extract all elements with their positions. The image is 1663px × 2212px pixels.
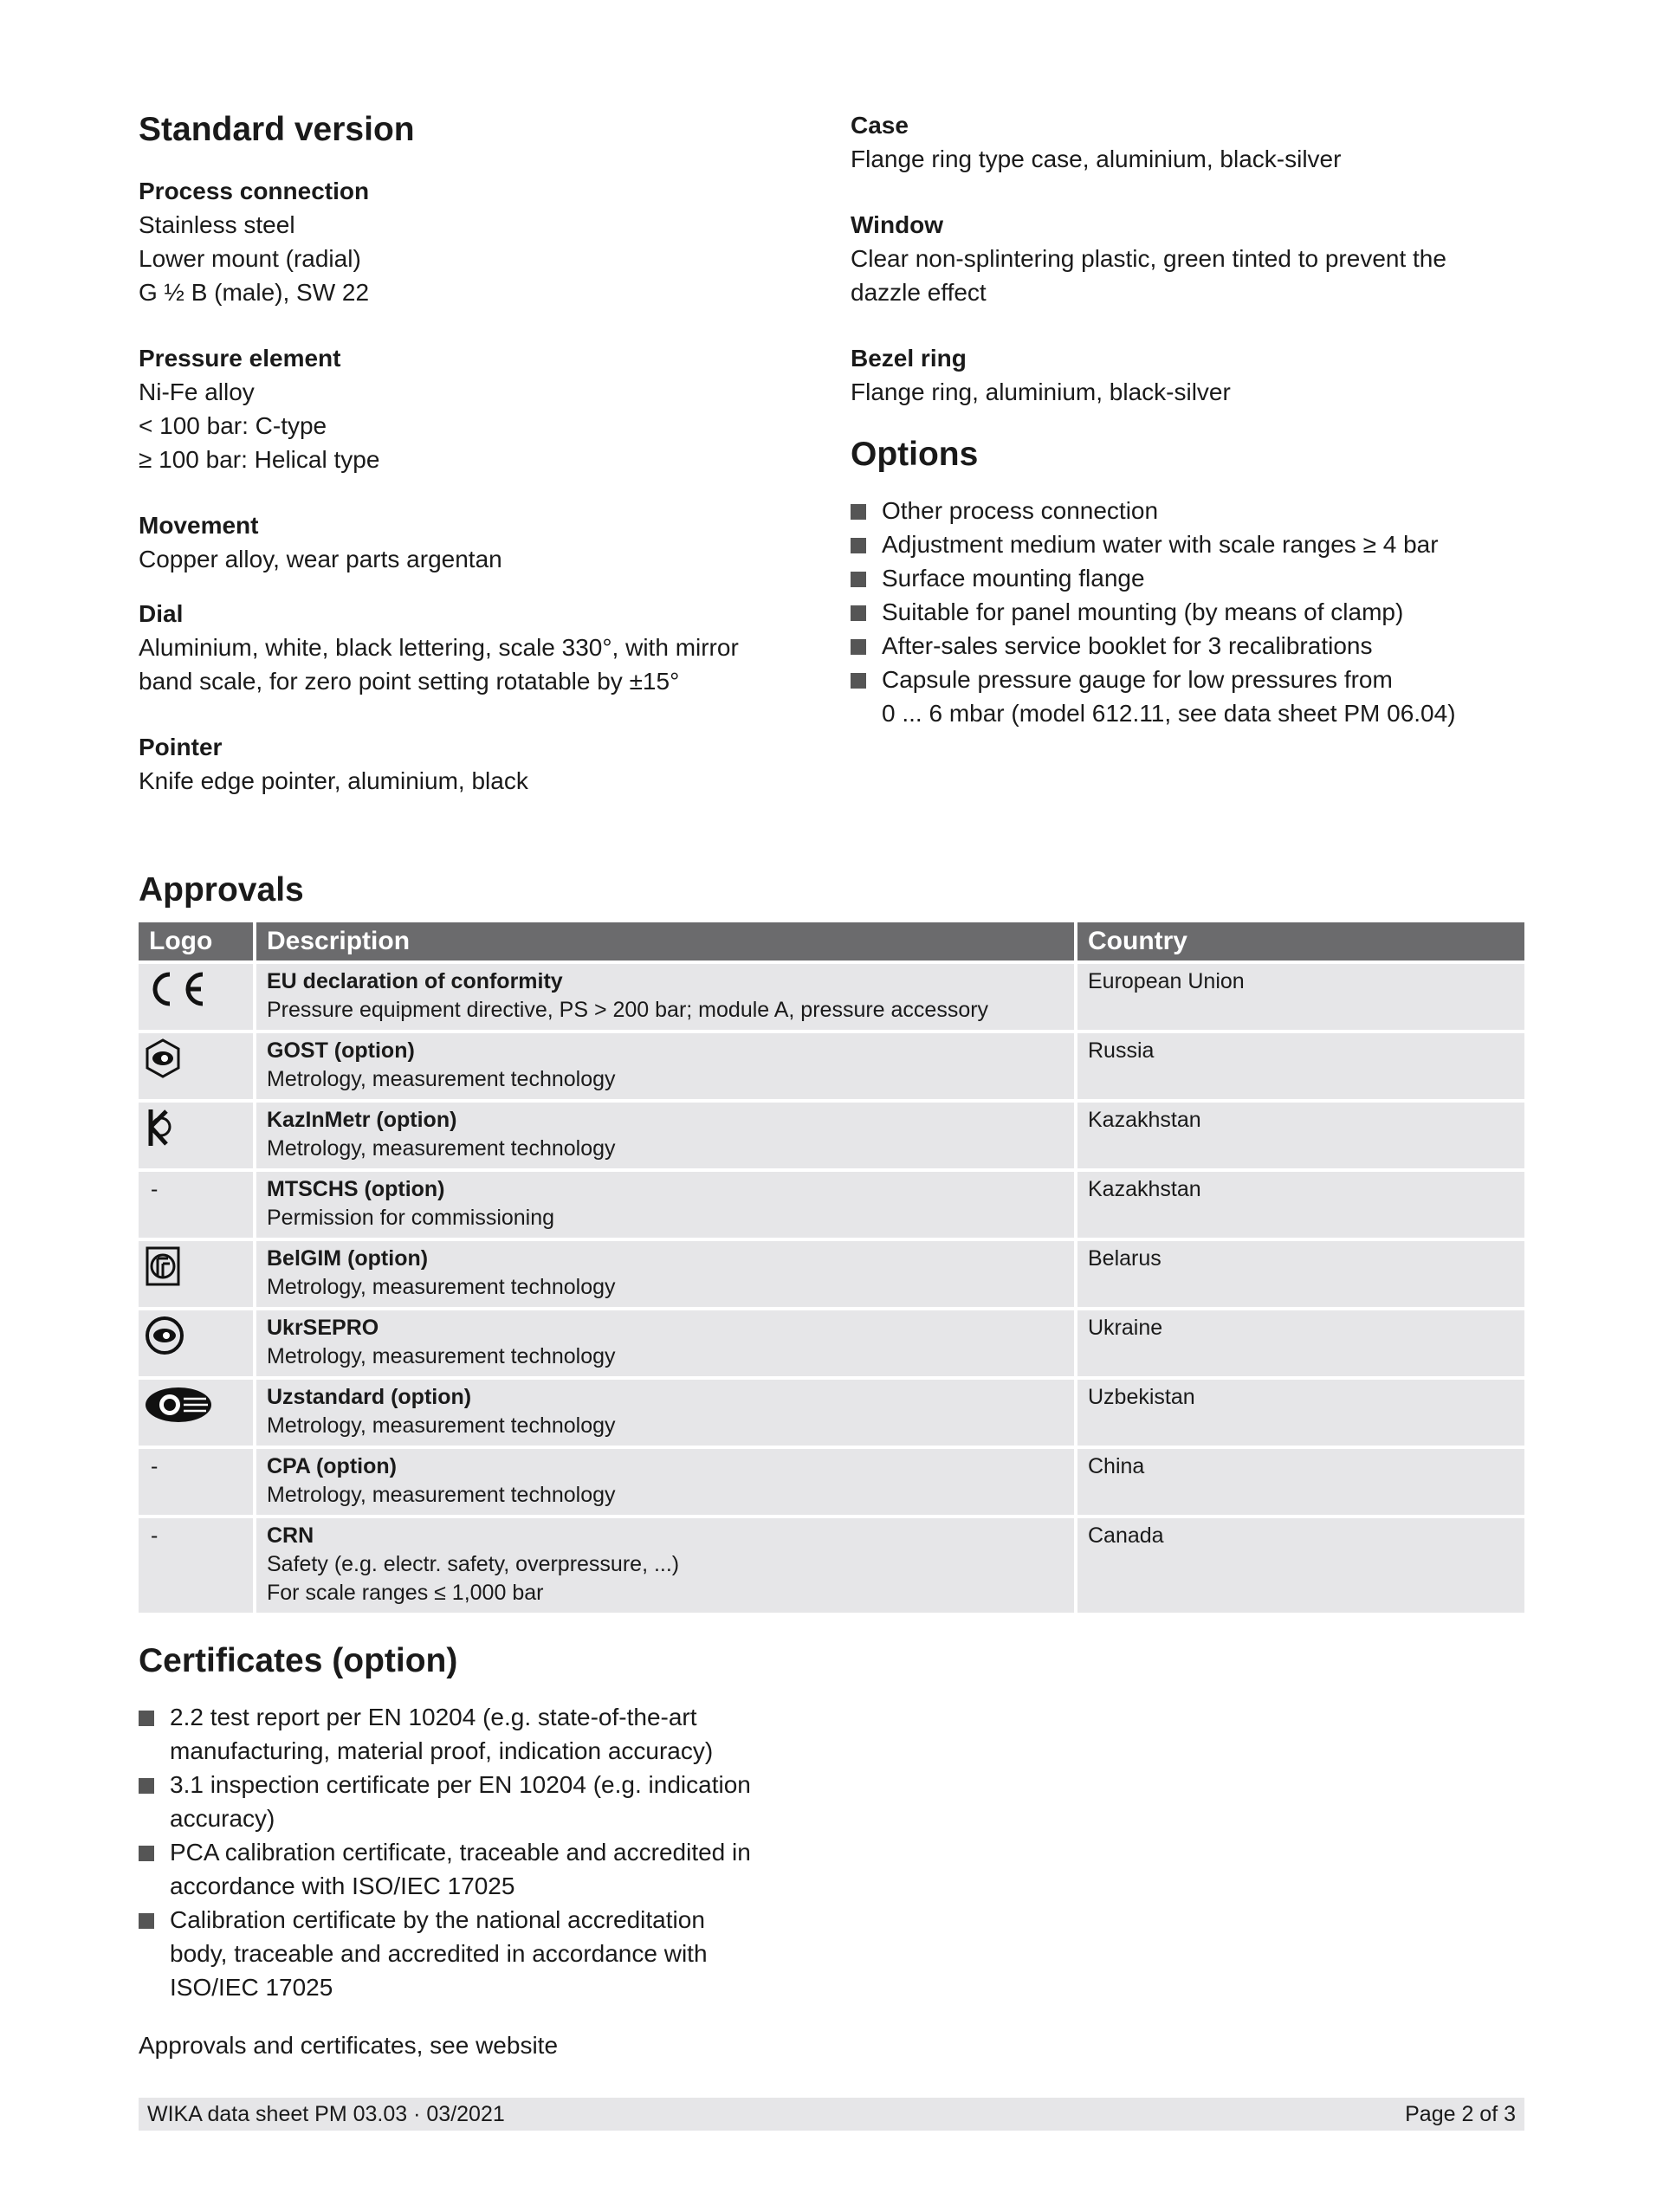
certificate-text: body, traceable and accredited in accordance with bbox=[170, 1940, 708, 1967]
approval-country-cell bbox=[1077, 1103, 1524, 1168]
approval-logo-cell bbox=[139, 1380, 253, 1446]
approval-description-cell bbox=[256, 1310, 1074, 1376]
option-text: Suitable for panel mounting (by means of clamp) bbox=[882, 598, 1404, 625]
spec-line: Flange ring, aluminium, black-silver bbox=[851, 378, 1231, 405]
approval-country: Russia bbox=[1088, 1038, 1155, 1063]
certificate-item bbox=[139, 1700, 797, 1768]
approval-row bbox=[139, 1449, 1524, 1515]
options-heading: Options bbox=[851, 436, 979, 473]
approval-country-cell bbox=[1077, 1380, 1524, 1446]
option-item bbox=[851, 494, 1543, 527]
approval-row bbox=[139, 964, 1524, 1030]
spec-title: Process connection bbox=[139, 178, 370, 204]
option-text: Surface mounting flange bbox=[882, 565, 1145, 592]
page-footer bbox=[139, 2098, 1524, 2131]
option-item bbox=[851, 663, 1543, 730]
footer-doc-reference: WIKA data sheet PM 03.03 · 03/2021 bbox=[147, 2102, 505, 2126]
approval-detail: Metrology, measurement technology bbox=[267, 1413, 616, 1438]
column-header-logo: Logo bbox=[139, 922, 253, 960]
spec-title: Case bbox=[851, 112, 909, 139]
certificate-text: PCA calibration certificate, traceable and accredited in bbox=[170, 1839, 751, 1866]
gost-mark bbox=[144, 1037, 213, 1080]
approval-title: MTSCHS (option) bbox=[267, 1177, 445, 1201]
option-text: Other process connection bbox=[882, 497, 1159, 524]
approval-country: China bbox=[1088, 1454, 1145, 1478]
approval-detail: Safety (e.g. electr. safety, overpressure, ...) bbox=[267, 1552, 680, 1576]
approval-country: European Union bbox=[1088, 969, 1245, 993]
spec-title: Pointer bbox=[139, 734, 223, 760]
approval-logo-cell bbox=[139, 1310, 253, 1376]
approval-country: Belarus bbox=[1088, 1246, 1162, 1271]
spec-line: Lower mount (radial) bbox=[139, 245, 361, 272]
approval-detail: Metrology, measurement technology bbox=[267, 1067, 616, 1091]
certificate-item bbox=[139, 1903, 797, 2004]
approval-logo-cell bbox=[139, 1033, 253, 1099]
approval-country-cell bbox=[1077, 964, 1524, 1030]
spec-line: Stainless steel bbox=[139, 211, 295, 238]
kazinmetr-mark bbox=[144, 1106, 213, 1149]
approval-title: GOST (option) bbox=[267, 1038, 415, 1063]
approval-country-cell bbox=[1077, 1033, 1524, 1099]
approval-row bbox=[139, 1172, 1524, 1238]
approval-country-cell bbox=[1077, 1310, 1524, 1376]
standard-block bbox=[139, 597, 797, 698]
spec-title: Bezel ring bbox=[851, 345, 967, 372]
approval-country-cell bbox=[1077, 1241, 1524, 1307]
standard-block bbox=[139, 508, 797, 576]
approval-detail: Metrology, measurement technology bbox=[267, 1344, 616, 1368]
approval-logo-cell bbox=[139, 1449, 253, 1515]
approval-description-cell bbox=[256, 1033, 1074, 1099]
spec-line: Flange ring type case, aluminium, black-silver bbox=[851, 146, 1342, 172]
belgim-mark bbox=[144, 1245, 213, 1288]
spec-title: Window bbox=[851, 211, 944, 238]
approval-logo-cell bbox=[139, 1518, 253, 1613]
spec-title: Dial bbox=[139, 600, 184, 627]
option-item bbox=[851, 629, 1543, 663]
certificate-text: ISO/IEC 17025 bbox=[170, 1974, 333, 2001]
option-text: Capsule pressure gauge for low pressures from bbox=[882, 666, 1393, 693]
approval-row bbox=[139, 1241, 1524, 1307]
approval-description-cell bbox=[256, 1103, 1074, 1168]
approval-description-cell bbox=[256, 1380, 1074, 1446]
approval-detail: Permission for commissioning bbox=[267, 1206, 555, 1230]
approval-row bbox=[139, 1380, 1524, 1446]
approval-title: UkrSEPRO bbox=[267, 1316, 379, 1340]
approvals-table bbox=[135, 919, 1528, 1616]
approval-country: Uzbekistan bbox=[1088, 1385, 1195, 1409]
approval-row bbox=[139, 1310, 1524, 1376]
certificates-list bbox=[139, 1700, 797, 2004]
certificates-section bbox=[139, 1640, 797, 2062]
approvals-note: Approvals and certificates, see website bbox=[139, 2032, 559, 2059]
approval-title: Uzstandard (option) bbox=[267, 1385, 472, 1409]
approval-title: KazInMetr (option) bbox=[267, 1108, 457, 1132]
approval-description-cell bbox=[256, 1449, 1074, 1515]
option-text: 0 ... 6 mbar (model 612.11, see data sheet PM 06.04) bbox=[882, 700, 1456, 727]
approval-title: BelGIM (option) bbox=[267, 1246, 429, 1271]
approval-title: CPA (option) bbox=[267, 1454, 397, 1478]
option-item bbox=[851, 527, 1543, 561]
approval-description-cell bbox=[256, 1172, 1074, 1238]
approval-title: CRN bbox=[267, 1523, 314, 1548]
spec-line: dazzle effect bbox=[851, 279, 987, 306]
certificate-text: accuracy) bbox=[170, 1805, 275, 1832]
spec-line: Copper alloy, wear parts argentan bbox=[139, 546, 502, 572]
uzstandard-mark bbox=[144, 1383, 213, 1426]
ukrsepro-mark bbox=[144, 1314, 213, 1357]
option-text: After-sales service booklet for 3 recalibrations bbox=[882, 632, 1373, 659]
spec-title: Pressure element bbox=[139, 345, 341, 372]
approval-country: Ukraine bbox=[1088, 1316, 1163, 1340]
approval-detail: Metrology, measurement technology bbox=[267, 1275, 616, 1299]
approval-row bbox=[139, 1103, 1524, 1168]
column-header-description: Description bbox=[256, 922, 1074, 960]
standard-block bbox=[139, 341, 797, 476]
approval-country-cell bbox=[1077, 1449, 1524, 1515]
approval-logo-placeholder: - bbox=[151, 1523, 159, 1548]
spec-line: Aluminium, white, black lettering, scale 330°, with mirror bbox=[139, 634, 739, 661]
certificate-item bbox=[139, 1835, 797, 1903]
ce-mark bbox=[144, 967, 213, 1011]
certificate-text: 3.1 inspection certificate per EN 10204 (e.g. indication bbox=[170, 1771, 751, 1798]
right-block bbox=[851, 341, 1543, 409]
approval-detail: For scale ranges ≤ 1,000 bar bbox=[267, 1581, 544, 1605]
spec-line: Ni-Fe alloy bbox=[139, 378, 255, 405]
approval-country-cell bbox=[1077, 1172, 1524, 1238]
certificates-heading: Certificates (option) bbox=[139, 1642, 458, 1679]
right-block bbox=[851, 208, 1543, 309]
spec-line: band scale, for zero point setting rotatable by ±15° bbox=[139, 668, 680, 695]
certificate-item bbox=[139, 1768, 797, 1835]
option-text: Adjustment medium water with scale ranges ≥ 4 bar bbox=[882, 531, 1439, 558]
approval-logo-cell bbox=[139, 1103, 253, 1168]
spec-line: Clear non-splintering plastic, green tinted to prevent the bbox=[851, 245, 1446, 272]
spec-title: Movement bbox=[139, 512, 259, 539]
right-block bbox=[851, 108, 1543, 176]
approval-detail: Metrology, measurement technology bbox=[267, 1136, 616, 1161]
approval-description-cell bbox=[256, 1518, 1074, 1613]
approval-row bbox=[139, 1033, 1524, 1099]
certificate-text: manufacturing, material proof, indication accuracy) bbox=[170, 1737, 714, 1764]
approval-row bbox=[139, 1518, 1524, 1613]
certificate-text: accordance with ISO/IEC 17025 bbox=[170, 1872, 515, 1899]
approval-logo-cell bbox=[139, 964, 253, 1030]
approval-description-cell bbox=[256, 1241, 1074, 1307]
approval-logo-placeholder: - bbox=[151, 1177, 159, 1201]
approval-country: Canada bbox=[1088, 1523, 1164, 1548]
right-column bbox=[851, 108, 1543, 730]
standard-version-heading: Standard version bbox=[139, 111, 415, 148]
option-item bbox=[851, 561, 1543, 595]
option-item bbox=[851, 595, 1543, 629]
approval-country-cell bbox=[1077, 1518, 1524, 1613]
approvals-header-row bbox=[139, 922, 1524, 960]
approval-description-cell bbox=[256, 964, 1074, 1030]
approval-logo-placeholder: - bbox=[151, 1454, 159, 1478]
certificate-text: Calibration certificate by the national accreditation bbox=[170, 1906, 705, 1933]
approval-title: EU declaration of conformity bbox=[267, 969, 563, 993]
approvals-heading: Approvals bbox=[139, 871, 304, 909]
column-header-country: Country bbox=[1077, 922, 1524, 960]
standard-version-section bbox=[139, 108, 797, 798]
approvals-section bbox=[139, 869, 1524, 1616]
approval-detail: Pressure equipment directive, PS > 200 bar; module A, pressure accessory bbox=[267, 998, 989, 1022]
approval-logo-cell bbox=[139, 1172, 253, 1238]
spec-line: < 100 bar: C-type bbox=[139, 412, 327, 439]
certificate-text: 2.2 test report per EN 10204 (e.g. state-of-the-art bbox=[170, 1704, 697, 1730]
spec-line: G ½ B (male), SW 22 bbox=[139, 279, 370, 306]
approval-detail: Metrology, measurement technology bbox=[267, 1483, 616, 1507]
footer-page-number: Page 2 of 3 bbox=[1405, 2102, 1516, 2126]
options-list bbox=[851, 494, 1543, 730]
standard-block bbox=[139, 730, 797, 798]
approval-country: Kazakhstan bbox=[1088, 1177, 1201, 1201]
spec-line: Knife edge pointer, aluminium, black bbox=[139, 767, 528, 794]
standard-block bbox=[139, 174, 797, 309]
approval-logo-cell bbox=[139, 1241, 253, 1307]
spec-line: ≥ 100 bar: Helical type bbox=[139, 446, 380, 473]
approval-country: Kazakhstan bbox=[1088, 1108, 1201, 1132]
